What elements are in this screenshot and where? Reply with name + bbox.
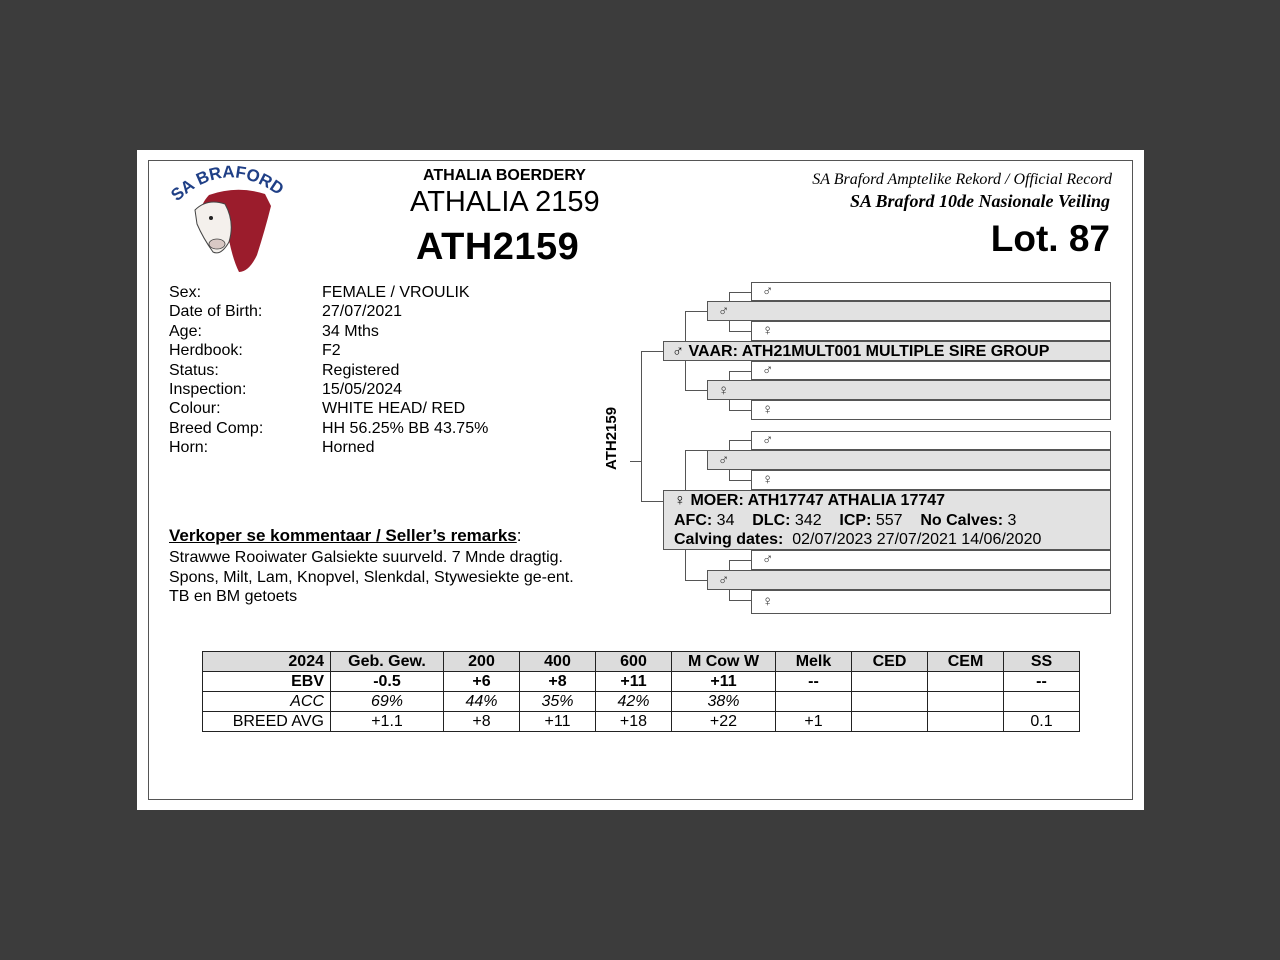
sire-name: VAAR: ATH21MULT001 MULTIPLE SIRE GROUP [688,343,1050,360]
calving-dates: 02/07/2023 27/07/2021 14/06/2020 [792,531,1042,548]
table-cell: M Cow W [672,652,776,672]
info-row [169,283,488,302]
female-icon: ♀ [674,492,686,509]
table-cell: -- [1004,672,1080,692]
calving-label: Calving dates: [674,531,784,548]
info-value: WHITE HEAD/ RED [322,400,466,418]
remarks-heading: Verkoper se kommentaar / Seller’s remarks [169,526,517,545]
info-label: Breed Comp: [169,419,264,437]
info-label: Date of Birth: [169,303,263,321]
table-cell: 2024 [203,652,331,672]
info-row [169,361,488,380]
remarks-text: Strawwe Rooiwater Galsiekte suurveld. 7 Mnde dragtig. Spons, Milt, Lam, Knopvel, Slenkdal, Stywesiekte ge-ent. TB en BM getoets [169,549,574,605]
table-cell: +8 [520,672,596,692]
info-label: Colour: [169,400,221,418]
pedigree-connector [729,560,730,570]
lot-number: Lot. 87 [990,218,1110,259]
info-row [169,322,488,341]
breed-avg-row [203,712,1080,732]
dam-stats-line [674,511,1110,531]
male-icon: ♂ [762,551,774,568]
table-cell: 200 [444,652,520,672]
table-cell: +6 [444,672,520,692]
table-cell: Melk [776,652,852,672]
info-value: Registered [322,361,400,379]
female-icon: ♀ [762,322,774,339]
pedigree-dam-box [663,490,1111,550]
table-cell: -0.5 [331,672,444,692]
dam-name: MOER: ATH17747 ATHALIA 17747 [690,492,946,509]
auction-name: SA Braford 10de Nasionale Veiling [849,191,1110,211]
male-icon: ♂ [718,572,730,589]
pedigree-connector [729,331,751,332]
table-cell: SS [1004,652,1080,672]
female-icon: ♀ [762,471,774,488]
table-cell: +1 [776,712,852,732]
dam-title-line [674,491,1110,511]
table-cell: +11 [672,672,776,692]
pedigree-dam-dam-dam-box [751,590,1111,614]
male-icon: ♂ [718,303,730,320]
ebv-table [202,651,1080,732]
table-cell [928,712,1004,732]
pedigree-connector [729,480,751,481]
pedigree-connector [729,440,751,441]
afc-value: 34 [716,511,735,529]
pedigree-connector [685,580,707,581]
male-icon: ♂ [762,283,774,300]
info-value: 15/05/2024 [322,381,403,399]
female-icon: ♀ [718,382,730,399]
info-label: Status: [169,361,219,379]
pedigree-dam-sire-dam-box [751,470,1111,490]
table-cell: Geb. Gew. [331,652,444,672]
registration-number: ATH2159 [416,226,580,268]
info-value: F2 [322,342,341,360]
pedigree-animal-label: ATH2159 [603,406,620,470]
info-label: Sex: [169,284,202,301]
table-cell: +11 [520,712,596,732]
farm-name: ATHALIA BOERDERY [423,167,586,184]
table-cell: CEM [928,652,1004,672]
pedigree-connector [685,450,707,451]
dlc-label: DLC: [752,511,791,529]
pedigree-connector [685,311,686,342]
info-row [169,419,488,438]
table-cell: 600 [596,652,672,672]
table-cell: +8 [444,712,520,732]
table-cell: -- [776,672,852,692]
info-label: Inspection: [169,381,247,399]
pedigree-connector [685,550,686,580]
table-cell: 69% [331,692,444,712]
official-record-line: SA Braford Amptelike Rekord / Official Record [812,171,1112,188]
pedigree-connector [685,311,707,312]
record-card [137,150,1144,810]
female-icon: ♀ [762,593,774,610]
pedigree-connector [729,321,730,331]
sa-braford-logo [167,160,292,275]
pedigree-connector [729,560,751,561]
ebv-row [203,672,1080,692]
table-cell: 38% [672,692,776,712]
info-value: FEMALE / VROULIK [322,284,470,301]
male-icon: ♂ [672,343,684,360]
table-cell: +18 [596,712,672,732]
pedigree-connector [729,292,751,293]
ebv-header-row [203,652,1080,672]
pedigree-connector [641,351,663,352]
pedigree-sire-dam-dam-box [751,400,1111,420]
pedigree-connector [729,440,730,450]
pedigree-dam-sire-box [707,450,1111,470]
pedigree-dam-dam-box [707,570,1111,590]
male-icon: ♂ [762,432,774,449]
pedigree-connector [641,351,642,501]
pedigree-connector [729,400,730,410]
table-cell [852,712,928,732]
pedigree-sire-dam-sire-box [751,361,1111,380]
male-icon: ♂ [718,452,730,469]
pedigree-sire-box [663,341,1111,361]
dlc-value: 342 [794,511,822,529]
table-cell: 35% [520,692,596,712]
table-cell [928,692,1004,712]
info-label: Age: [169,322,202,340]
table-cell: 400 [520,652,596,672]
pedigree-dam-dam-sire-box [751,550,1111,570]
pedigree-connector [685,361,686,391]
info-value: 34 Mths [322,322,379,340]
pedigree-connector [729,470,730,480]
female-icon: ♀ [762,401,774,418]
info-row [169,302,488,321]
table-cell [852,672,928,692]
dam-calving-line [674,530,1110,550]
table-cell: EBV [203,672,331,692]
pedigree-connector [685,390,707,391]
pedigree-sire-dam-box [707,380,1111,400]
pedigree-connector [729,410,751,411]
table-cell: 0.1 [1004,712,1080,732]
calves-label: No Calves: [920,511,1004,529]
info-row [169,399,488,418]
pedigree-dam-sire-sire-box [751,431,1111,450]
animal-name: ATHALIA 2159 [410,186,600,218]
info-value: Horned [322,439,375,457]
pedigree-connector [729,600,751,601]
table-cell: 42% [596,692,672,712]
table-cell [852,692,928,712]
table-cell: BREED AVG [203,712,331,732]
calves-value: 3 [1007,511,1017,529]
info-label: Herdbook: [169,342,243,360]
animal-info [169,283,488,458]
icp-value: 557 [875,511,903,529]
table-cell [776,692,852,712]
pedigree-sire-sire-sire-box [751,282,1111,301]
remarks-colon: : [516,526,522,545]
info-row [169,341,488,360]
info-row [169,380,488,399]
info-value: HH 56.25% BB 43.75% [322,419,489,437]
afc-label: AFC: [674,511,713,529]
table-cell: ACC [203,692,331,712]
pedigree-sire-sire-box [707,301,1111,321]
remarks-title [169,526,522,546]
table-cell: +11 [596,672,672,692]
acc-row [203,692,1080,712]
svg-text:SA BRAFORD: SA BRAFORD [167,162,288,205]
info-label: Horn: [169,439,209,457]
male-icon: ♂ [762,362,774,379]
table-cell [928,672,1004,692]
info-row [169,438,488,457]
pedigree-sire-sire-dam-box [751,321,1111,341]
table-cell [1004,692,1080,712]
table-cell: CED [852,652,928,672]
pedigree-connector [641,501,663,502]
table-cell: +1.1 [331,712,444,732]
pedigree-connector [729,590,730,600]
info-value: 27/07/2021 [322,303,403,321]
table-cell: 44% [444,692,520,712]
pedigree-connector [729,371,751,372]
icp-label: ICP: [839,511,872,529]
table-cell: +22 [672,712,776,732]
pedigree-connector [685,450,686,491]
